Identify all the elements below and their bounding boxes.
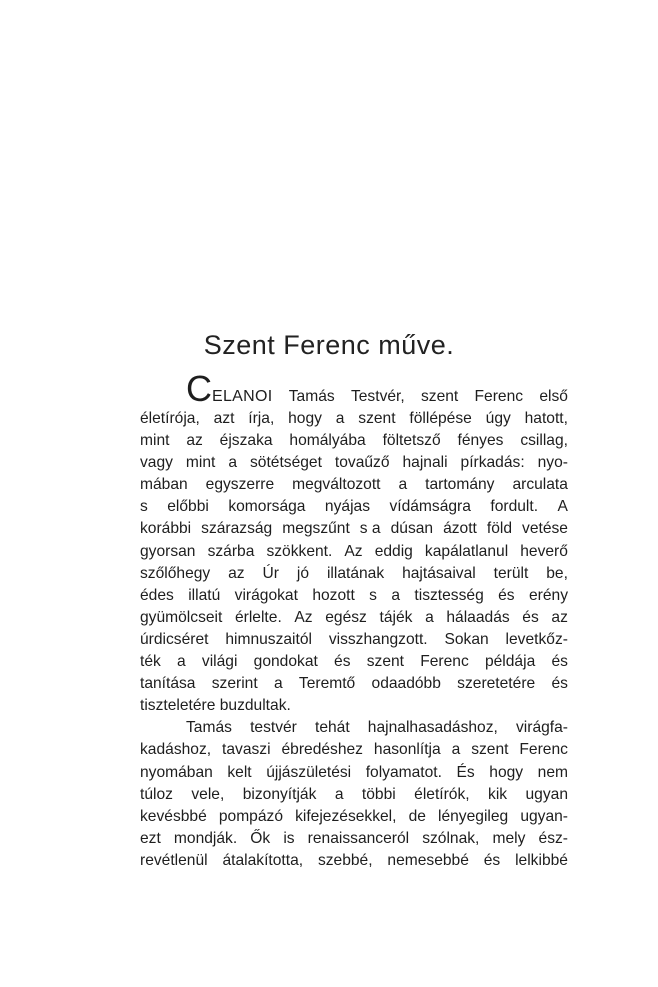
word: fordult. (490, 498, 539, 516)
text-line (140, 673, 568, 695)
word: A (557, 498, 568, 516)
word: előbbi (167, 498, 209, 516)
word: megváltozott (292, 476, 381, 494)
word: átalakította, (222, 851, 304, 869)
text-line (140, 806, 568, 828)
word: érlelte. (234, 608, 282, 626)
word: mint (185, 454, 216, 472)
word: s (140, 498, 148, 516)
word: éjszaka (219, 432, 273, 450)
text-line (140, 607, 568, 629)
text-line (140, 563, 568, 585)
word: illatú (188, 586, 221, 604)
word: odaadóbb (371, 675, 441, 693)
text-line (140, 367, 568, 409)
word: egyszerre (205, 476, 275, 494)
word: visszhangzott. (328, 630, 428, 648)
word: kelt (227, 763, 252, 781)
word: is (283, 829, 295, 847)
word: szárba (207, 542, 255, 560)
word: föllépése (409, 410, 472, 427)
word: arculata (512, 476, 568, 494)
word: és (498, 586, 515, 604)
word: hozott (312, 586, 355, 604)
text-line (140, 408, 568, 430)
word: Ferenc (474, 387, 524, 405)
word: himnuszaitól (225, 630, 312, 648)
word: példája (484, 653, 536, 671)
word: csillag, (520, 432, 568, 450)
word: virágokat (234, 586, 298, 604)
word: mint (140, 432, 170, 450)
word: nemesebbé (387, 851, 469, 869)
word: tájék (379, 608, 413, 626)
text-line (140, 651, 568, 673)
word: pompázó (218, 807, 283, 825)
word: hogy (288, 410, 322, 427)
word: kadáshoz, (140, 741, 212, 759)
word: az (228, 564, 245, 582)
word: folyamatot. (365, 763, 442, 781)
word: lelkibbé (515, 851, 568, 869)
word: levetkőz- (505, 630, 568, 648)
word: szent (420, 387, 459, 405)
word: első (539, 387, 568, 405)
word: a (335, 410, 345, 427)
word: szebbé, (317, 851, 373, 869)
word: vetése (522, 520, 568, 538)
word: szólnak, (422, 829, 480, 847)
word: megszűnt (282, 520, 350, 538)
word: úgy (485, 410, 511, 427)
word: nyomában (140, 763, 213, 781)
word: gondokat (253, 653, 318, 671)
word: Tamás (288, 387, 335, 405)
word: hajnalhasadáshoz, (367, 719, 498, 737)
word: Ferenc (420, 653, 469, 671)
word: kik (488, 785, 508, 803)
word: be, (546, 564, 568, 582)
paragraph-2 (140, 717, 568, 872)
text-line (140, 474, 568, 496)
word: és (551, 675, 568, 693)
word: és (334, 653, 351, 671)
text-line (140, 695, 568, 717)
word: mondják. (173, 829, 238, 847)
word: És (456, 763, 475, 781)
paragraph-1 (140, 367, 568, 717)
word: nem (537, 763, 568, 781)
word: tavaszi (222, 741, 271, 759)
word: azt (213, 410, 235, 427)
word: írja, (248, 410, 275, 427)
word: ázott (443, 520, 477, 538)
text-line (140, 496, 568, 518)
word: a (177, 653, 186, 671)
word: Úr (262, 564, 279, 582)
word: hajnali (402, 454, 448, 472)
word: Az (294, 608, 313, 626)
text-line (140, 762, 568, 784)
text-line (140, 717, 568, 739)
text-line (140, 518, 568, 540)
word: ugyan (525, 785, 568, 803)
word: nyo- (537, 454, 568, 472)
word: sötétséget (249, 454, 322, 472)
word: fényes (457, 432, 504, 450)
word: vídámságra (389, 498, 471, 516)
word: a (334, 785, 344, 803)
word: az (551, 608, 568, 626)
word: hatott, (524, 410, 568, 427)
word: egész (325, 608, 367, 626)
word: gyümölcseit (140, 608, 223, 626)
opening-word (140, 367, 273, 409)
text-line (140, 452, 568, 474)
word: szárazság (201, 520, 273, 538)
word: terült (493, 564, 529, 582)
word: újjászületési (266, 763, 352, 781)
word: életírója, (140, 410, 200, 427)
word: gyorsan (140, 542, 196, 560)
word: tartomány (425, 476, 495, 494)
word: a (391, 586, 401, 604)
word: Tamás (186, 719, 232, 737)
text-line (140, 850, 568, 872)
word: ébredéshez (281, 741, 363, 759)
word: többi (361, 785, 396, 803)
word: túloz (140, 785, 173, 803)
word: életírók, (414, 785, 470, 803)
word: édes (140, 586, 174, 604)
word: Ők (250, 829, 271, 847)
text-line (140, 430, 568, 452)
word: korábbi (140, 520, 192, 538)
drop-cap: C (186, 367, 212, 409)
word: lényegileg (438, 807, 509, 825)
word: bizonyítják (242, 785, 317, 803)
word: heverő (520, 542, 568, 560)
word: eddig (374, 542, 413, 560)
word: s a (359, 520, 381, 538)
word: Testvér, (350, 387, 405, 405)
word: a (425, 608, 434, 626)
word: kifejezésekkel, (295, 807, 397, 825)
body-text (140, 367, 568, 872)
word: szent (366, 653, 404, 671)
word: de (408, 807, 426, 825)
word: szent (471, 741, 509, 759)
word: nyájas (324, 498, 370, 516)
word: hogy (489, 763, 524, 781)
word: tanítása (140, 675, 196, 693)
word: komorsága (228, 498, 306, 516)
word: világi (201, 653, 238, 671)
text-line (140, 784, 568, 806)
word: s (369, 586, 377, 604)
word: ezt (140, 829, 161, 847)
word: dúsan (390, 520, 434, 538)
word: hajtásaival (402, 564, 476, 582)
word: jó (296, 564, 310, 582)
word: szent (358, 410, 396, 427)
word: vele, (191, 785, 225, 803)
word: Teremtő (298, 675, 356, 693)
word: tovaűző (334, 454, 390, 472)
text-line (140, 541, 568, 563)
word: és (551, 653, 568, 671)
word: mában (140, 476, 188, 494)
word: föld (486, 520, 513, 538)
word: szeretetére (457, 675, 536, 693)
small-caps-text: ELANOI (212, 387, 273, 405)
word: testvér (250, 719, 297, 737)
word: a (228, 454, 238, 472)
word: a (451, 741, 461, 759)
line-text: tiszteletére buzdultak. (140, 697, 291, 715)
word: hálaadás (446, 608, 510, 626)
word: tisztesség (414, 586, 484, 604)
word: és (522, 608, 539, 626)
word: szerint (211, 675, 258, 693)
word: és (483, 851, 501, 869)
word: szőlőhegy (140, 564, 211, 582)
word: úrdicséret (140, 630, 209, 648)
word: illatának (326, 564, 385, 582)
word: erény (528, 586, 568, 604)
word: mely (492, 829, 526, 847)
word: vagy (140, 454, 173, 472)
word: renaissanceról (307, 829, 410, 847)
word: hasonlítja (373, 741, 441, 759)
word: föltetsző (382, 432, 441, 450)
word: Az (344, 542, 363, 560)
word: virágfa- (515, 719, 568, 737)
word: ték (140, 653, 161, 671)
word: pírkadás: (460, 454, 525, 472)
word: revétlenül (140, 851, 208, 869)
word: Sokan (444, 630, 489, 648)
word: homályába (289, 432, 366, 450)
text-line (140, 629, 568, 651)
word: kapálatlanul (424, 542, 509, 560)
text-line (140, 739, 568, 761)
word: a (273, 675, 283, 693)
word: az (186, 432, 203, 450)
word: ész- (538, 829, 568, 847)
word: kevésbbé (140, 807, 207, 825)
word: ugyan- (520, 807, 568, 825)
word: a (398, 476, 408, 494)
text-line (140, 828, 568, 850)
word: tehát (314, 719, 350, 737)
text-line (140, 585, 568, 607)
word: szökkent. (266, 542, 333, 560)
page-title: Szent Ferenc műve. (203, 330, 455, 360)
word: Ferenc (519, 741, 568, 759)
